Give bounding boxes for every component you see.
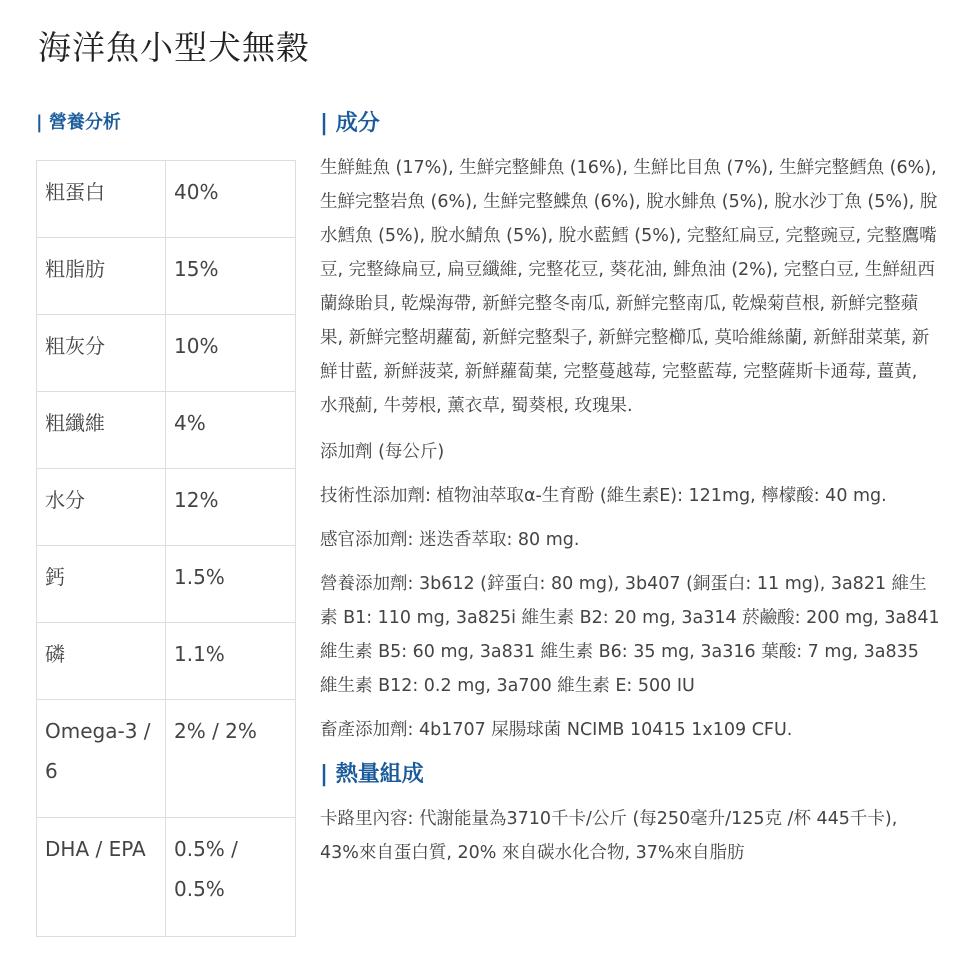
nutrient-name: DHA / EPA [37,818,166,937]
nutrition-analysis-heading: | 營養分析 [36,112,121,133]
nutrient-name: Omega-3 / 6 [37,700,166,818]
nutrient-name: 粗灰分 [37,315,166,392]
nutrient-value: 10% [166,315,296,392]
page-title: 海洋魚小型犬無穀 [38,28,310,67]
nutrient-value: 1.1% [166,623,296,700]
table-row [37,623,296,700]
table-row [37,392,296,469]
composition-heading: | 成分 [320,111,380,136]
nutrient-value: 15% [166,238,296,315]
composition-section [320,106,940,880]
nutrient-value: 0.5% / 0.5% [166,818,296,937]
nutrient-name: 鈣 [37,546,166,623]
table-row [37,469,296,546]
nutrient-value: 1.5% [166,546,296,623]
table-row [37,546,296,623]
nutrient-name: 磷 [37,623,166,700]
nutrient-name: 粗蛋白 [37,161,166,238]
nutrient-name: 粗纖維 [37,392,166,469]
nutrition-table [36,160,296,937]
nutrition-analysis-section [36,108,296,937]
nutrient-value: 4% [166,392,296,469]
ingredients-text: 生鮮鮭魚 (17%), 生鮮完整鯡魚 (16%), 生鮮比目魚 (7%), 生鮮完整鱈魚 (6%), 生鮮完整岩魚 (6%), 生鮮完整鰈魚 (6%), 脫水鯡魚 (5%), 脫水沙丁魚 (5%), 脫水鱈魚 (5%), 脫水鯖魚 (5%), 脫水藍鱈 (5%), 完整紅扁豆, 完整豌豆, 完整鷹嘴豆, 完整綠扁豆, 扁豆纖維, 完整花豆, 葵花油, 鯡魚油 (2%), 完整白豆, 生鮮紐西蘭綠貽貝, 乾燥海帶, 新鮮完整冬南瓜, 新鮮完整南瓜, 乾燥菊苣根, 新鮮完整蘋果, 新鮮完整胡蘿蔔, 新鮮完整梨子, 新鮮完整櫛瓜, 莫哈維絲蘭, 新鮮甜菜葉, 新鮮甘藍, 新鮮菠菜, 新鮮蘿蔔葉, 完整蔓越莓, 完整藍莓, 完整薩斯卡通莓, 薑黃, 水飛薊, 牛蒡根, 薰衣草, 蜀葵根, 玫瑰果. [320,158,938,416]
nutrient-name: 粗脂肪 [37,238,166,315]
nutrient-value: 12% [166,469,296,546]
table-row [37,700,296,818]
energy-text: 卡路里內容: 代謝能量為3710千卡/公斤 (每250毫升/125克 /杯 445千卡), 43%來自蛋白質, 20% 來自碳水化合物, 37%來自脂肪 [320,809,898,863]
sensory-additives-text: 感官添加劑: 迷迭香萃取: 80 mg. [320,530,580,550]
table-row [37,161,296,238]
table-row [37,238,296,315]
table-row [37,818,296,937]
additives-title: 添加劑 (每公斤) [320,442,445,462]
nutrient-value: 40% [166,161,296,238]
table-row [37,315,296,392]
nutrient-value: 2% / 2% [166,700,296,818]
technical-additives-text: 技術性添加劑: 植物油萃取α-生育酚 (維生素E): 121mg, 檸檬酸: 40 mg. [320,486,887,506]
nutritional-additives-text: 營養添加劑: 3b612 (鋅蛋白: 80 mg), 3b407 (銅蛋白: 11 mg), 3a821 維生素 B1: 110 mg, 3a825i 維生素 B2: 20 mg, 3a314 菸鹼酸: 200 mg, 3a841 維生素 B5: 60 mg, 3a831 維生素 B6: 35 mg, 3a316 葉酸: 7 mg, 3a835 維生素 B12: 0.2 mg, 3a700 維生素 E: 500 IU [320,574,940,696]
nutrient-name: 水分 [37,469,166,546]
energy-heading: | 熱量組成 [320,762,424,787]
zootechnical-additives-text: 畜產添加劑: 4b1707 屎腸球菌 NCIMB 10415 1x109 CFU. [320,720,793,740]
